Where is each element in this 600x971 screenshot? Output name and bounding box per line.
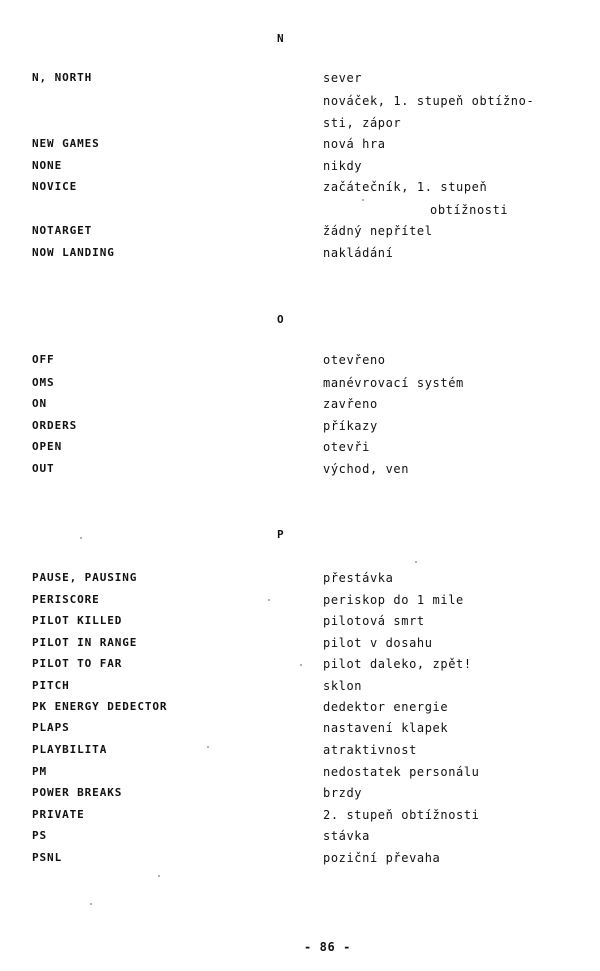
definition-pm: nedostatek personálu [323, 765, 480, 779]
definition-n-north-line1: sever [323, 71, 363, 85]
term-orders: ORDERS [32, 419, 78, 432]
definition-pk-energy-dedector: dedektor energie [323, 700, 449, 714]
scan-speck [268, 599, 270, 601]
scan-speck [158, 875, 160, 877]
term-pilot-killed: PILOT KILLED [32, 614, 123, 627]
scan-speck [300, 664, 302, 666]
term-out: OUT [32, 462, 55, 475]
definition-none: nikdy [323, 159, 363, 173]
term-plaps: PLAPS [32, 721, 70, 734]
term-n-north: N, NORTH [32, 71, 93, 84]
definition-psnl: poziční převaha [323, 851, 441, 865]
definition-out: východ, ven [323, 462, 410, 476]
section-letter-n: N [277, 32, 285, 45]
scan-speck [415, 561, 417, 563]
term-now-landing: NOW LANDING [32, 246, 115, 259]
section-letter-o: O [277, 313, 285, 326]
term-periscore: PERISCORE [32, 593, 100, 606]
definition-orders: příkazy [323, 419, 378, 433]
definition-n-north-line3: sti, zápor [323, 116, 402, 130]
term-on: ON [32, 397, 48, 410]
definition-off: otevřeno [323, 353, 386, 367]
definition-plaps: nastavení klapek [323, 721, 449, 735]
definition-periscore: periskop do 1 mile [323, 593, 464, 607]
term-pilot-in-range: PILOT IN RANGE [32, 636, 138, 649]
definition-now-landing: nakládání [323, 246, 394, 260]
term-new-games: NEW GAMES [32, 137, 100, 150]
definition-pilot-to-far: pilot daleko, zpět! [323, 657, 472, 671]
scan-speck [90, 903, 92, 905]
term-pause-pausing: PAUSE, PAUSING [32, 571, 138, 584]
term-pitch: PITCH [32, 679, 70, 692]
term-novice: NOVICE [32, 180, 78, 193]
definition-new-games: nová hra [323, 137, 386, 151]
definition-on: zavřeno [323, 397, 378, 411]
scan-speck [362, 199, 364, 201]
term-playbilita: PLAYBILITA [32, 743, 108, 756]
definition-pause-pausing: přestávka [323, 571, 394, 585]
definition-novice-line1: začátečník, 1. stupeň [323, 180, 488, 194]
term-notarget: NOTARGET [32, 224, 93, 237]
definition-pitch: sklon [323, 679, 363, 693]
definition-ps: stávka [323, 829, 370, 843]
definition-novice-line2: obtížnosti [430, 203, 509, 217]
term-oms: OMS [32, 376, 55, 389]
definition-power-breaks: brzdy [323, 786, 363, 800]
scan-speck [207, 746, 209, 748]
definition-pilot-in-range: pilot v dosahu [323, 636, 433, 650]
definition-oms: manévrovací systém [323, 376, 464, 390]
scan-speck [80, 537, 82, 539]
term-psnl: PSNL [32, 851, 63, 864]
page-number: - 86 - [304, 940, 351, 954]
term-pilot-to-far: PILOT TO FAR [32, 657, 123, 670]
term-power-breaks: POWER BREAKS [32, 786, 123, 799]
term-pm: PM [32, 765, 48, 778]
term-ps: PS [32, 829, 48, 842]
definition-pilot-killed: pilotová smrt [323, 614, 425, 628]
definition-private: 2. stupeň obtížnosti [323, 808, 480, 822]
definition-playbilita: atraktivnost [323, 743, 417, 757]
definition-n-north-line2: nováček, 1. stupeň obtížno- [323, 94, 535, 108]
section-letter-p: P [277, 528, 285, 541]
term-pk-energy-dedector: PK ENERGY DEDECTOR [32, 700, 168, 713]
term-open: OPEN [32, 440, 63, 453]
definition-open: otevři [323, 440, 370, 454]
definition-notarget: žádný nepřítel [323, 224, 433, 238]
term-private: PRIVATE [32, 808, 85, 821]
term-none: NONE [32, 159, 63, 172]
term-off: OFF [32, 353, 55, 366]
